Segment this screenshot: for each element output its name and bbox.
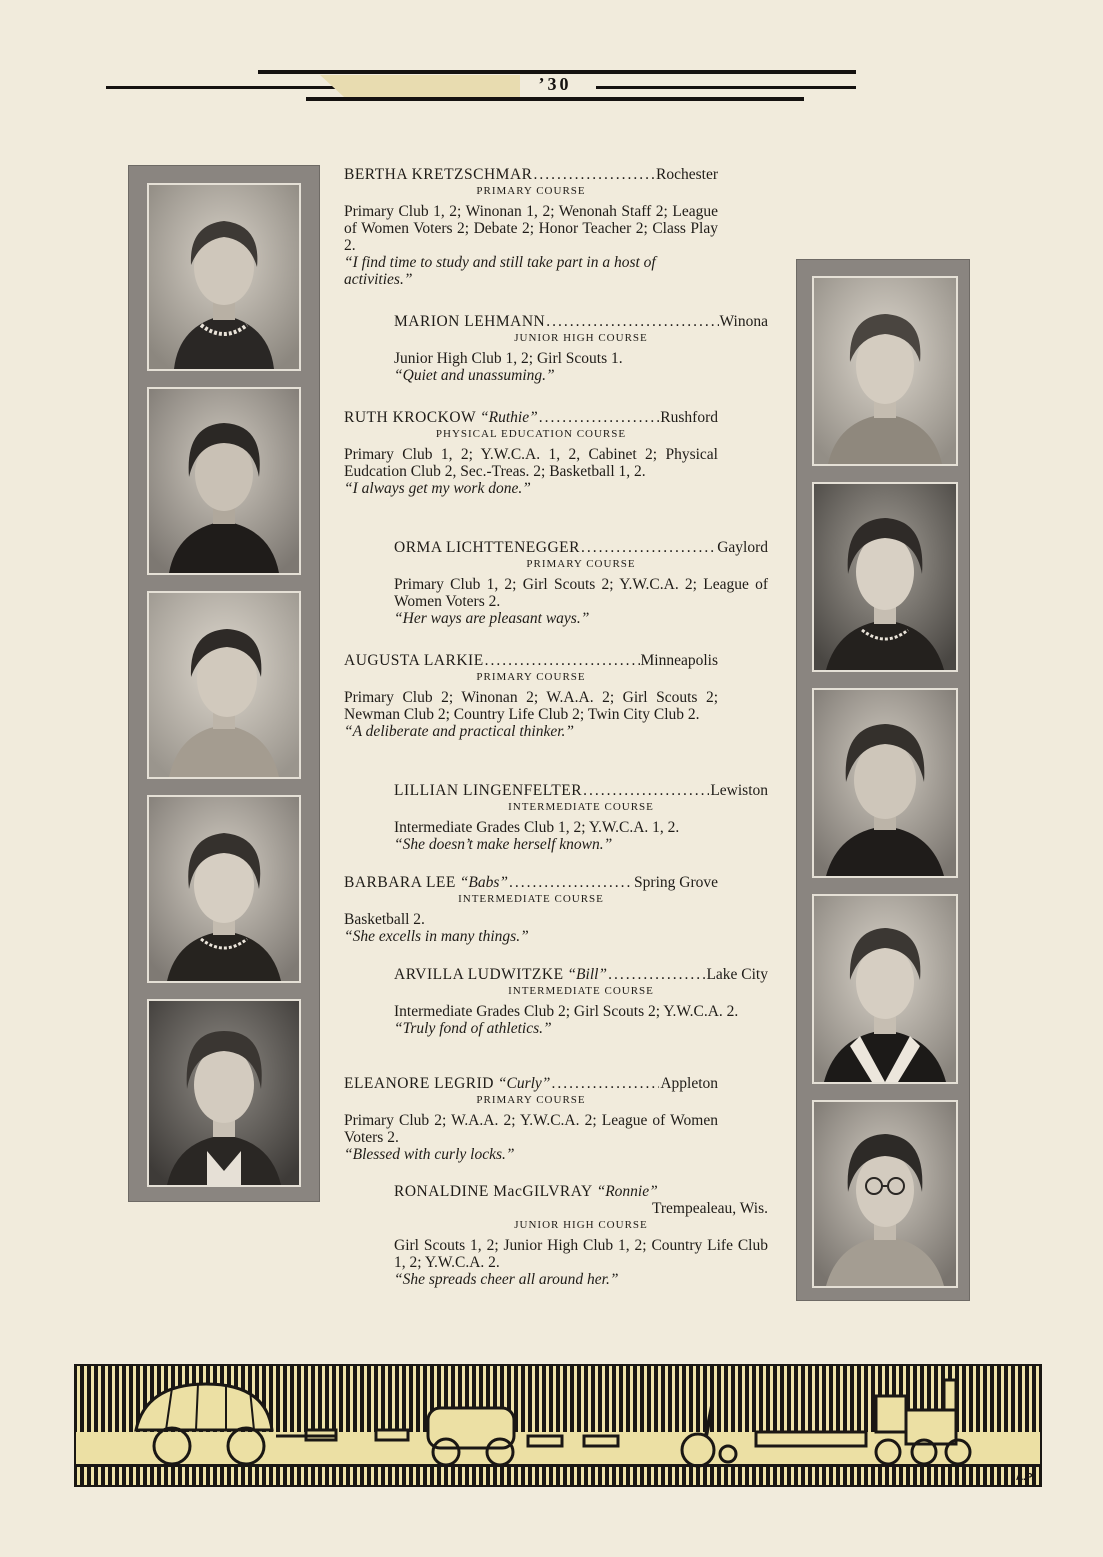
student-quote: “A deliberate and practical thinker.” — [344, 723, 575, 740]
activities-text: Primary Club 2; Winonan 2; W.A.A. 2; Girl Scouts 2; Newman Club 2; Country Life Club 2; Twin City Club 2. — [344, 689, 718, 723]
portrait-photo — [812, 894, 958, 1084]
hometown: Rochester — [656, 166, 718, 183]
page-year: ’30 — [520, 74, 590, 95]
hometown: Rushford — [660, 409, 718, 426]
activities-text: Intermediate Grades Club 1, 2; Y.W.C.A. 1, 2. — [394, 819, 680, 836]
activities-text: Basketball 2. — [344, 911, 425, 928]
student-nickname: “Ronnie” — [596, 1183, 658, 1200]
student-quote: “I always get my work done.” — [344, 480, 531, 497]
student-quote: “Blessed with curly locks.” — [344, 1146, 515, 1163]
course-name: JUNIOR HIGH COURSE — [514, 1219, 648, 1231]
dot-leader — [546, 313, 718, 330]
student-name: AUGUSTA LARKIE — [344, 652, 484, 669]
student-quote: “Her ways are pleasant ways.” — [394, 610, 590, 627]
name-line — [344, 1075, 718, 1092]
student-entry — [394, 782, 768, 853]
student-entry — [394, 1183, 768, 1288]
student-name: ELEANORE LEGRID — [344, 1075, 494, 1092]
student-name: RONALDINE MacGILVRAY — [394, 1183, 593, 1200]
hometown: Appleton — [660, 1075, 718, 1092]
portrait-photo — [812, 1100, 958, 1288]
course-name: PHYSICAL EDUCATION COURSE — [435, 428, 627, 440]
dot-leader — [581, 539, 716, 556]
name-line — [394, 1183, 768, 1200]
student-entry — [344, 1075, 718, 1163]
course-name: JUNIOR HIGH COURSE — [514, 332, 648, 344]
dot-leader — [509, 874, 633, 891]
student-name: ARVILLA LUDWITZKE — [394, 966, 564, 983]
pioneer-transport-banner — [74, 1364, 1042, 1487]
name-line — [344, 652, 718, 669]
artist-initials: A.P. — [1015, 1472, 1034, 1483]
header-rule-bottom — [306, 97, 804, 101]
course-name: INTERMEDIATE COURSE — [508, 985, 654, 997]
hometown: Winona — [719, 313, 768, 330]
name-line — [394, 313, 768, 330]
name-line — [394, 539, 768, 556]
student-name: RUTH KROCKOW — [344, 409, 477, 426]
student-quote: “She spreads cheer all around her.” — [394, 1271, 619, 1288]
activities-text: Primary Club 2; W.A.A. 2; Y.W.C.A. 2; League of Women Voters 2. — [344, 1112, 718, 1146]
student-nickname: “Curly” — [497, 1075, 551, 1092]
name-line — [344, 409, 718, 426]
header-ornament — [320, 75, 520, 97]
portrait-photo — [147, 999, 301, 1187]
course-name: INTERMEDIATE COURSE — [508, 801, 654, 813]
student-entry — [394, 966, 768, 1037]
student-entry — [344, 409, 718, 497]
student-name: BARBARA LEE — [344, 874, 456, 891]
dot-leader — [485, 652, 640, 669]
dot-leader — [534, 166, 656, 183]
name-line — [394, 966, 768, 983]
student-nickname: “Ruthie” — [480, 409, 538, 426]
student-nickname: “Bill” — [567, 966, 608, 983]
dot-leader — [539, 409, 660, 426]
portrait-photo — [812, 482, 958, 672]
student-quote: “She excells in many things.” — [344, 928, 529, 945]
course-name: INTERMEDIATE COURSE — [458, 893, 604, 905]
hometown: Lewiston — [710, 782, 768, 799]
activities-text: Junior High Club 1, 2; Girl Scouts 1. — [394, 350, 623, 367]
student-nickname: “Babs” — [459, 874, 508, 891]
portrait-photo — [147, 795, 301, 983]
student-quote: “Quiet and unassuming.” — [394, 367, 555, 384]
activities-text: Primary Club 1, 2; Girl Scouts 2; Y.W.C.A. 2; League of Women Voters 2. — [394, 576, 768, 610]
dot-leader — [608, 966, 705, 983]
page-header — [0, 0, 1103, 110]
hometown: Trempealeau, Wis. — [651, 1200, 768, 1217]
hometown: Gaylord — [717, 539, 768, 556]
portrait-photo — [147, 591, 301, 779]
student-entry — [344, 874, 718, 945]
portrait-photo — [147, 387, 301, 575]
student-entry — [344, 166, 718, 288]
activities-text: Girl Scouts 1, 2; Junior High Club 1, 2; Country Life Club 1, 2; Y.W.C.A. 2. — [394, 1237, 768, 1271]
student-quote: “Truly fond of athletics.” — [394, 1020, 552, 1037]
student-entry — [394, 313, 768, 384]
activities-text: Primary Club 1, 2; Y.W.C.A. 1, 2, Cabinet 2; Physical Eudcation Club 2, Sec.-Treas. 2; Basketball 1, 2. — [344, 446, 718, 480]
course-name: PRIMARY COURSE — [526, 558, 636, 570]
photo-strip-right — [796, 259, 970, 1301]
course-name: PRIMARY COURSE — [476, 185, 586, 197]
student-name: ORMA LICHTTENEGGER — [394, 539, 580, 556]
header-rule-right — [596, 86, 856, 89]
activities-text: Intermediate Grades Club 2; Girl Scouts 2; Y.W.C.A. 2. — [394, 1003, 739, 1020]
student-name: BERTHA KRETZSCHMAR — [344, 166, 533, 183]
name-line — [344, 874, 718, 891]
student-quote: “She doesn’t make herself known.” — [394, 836, 613, 853]
dot-leader — [583, 782, 709, 799]
student-entry — [394, 539, 768, 627]
portrait-photo — [812, 688, 958, 878]
name-line — [344, 166, 718, 183]
dot-leader — [551, 1075, 659, 1092]
student-quote: “I find time to study and still take part in a host of activities.” — [344, 254, 656, 288]
student-entry — [344, 652, 718, 740]
course-name: PRIMARY COURSE — [476, 1094, 586, 1106]
hometown: Spring Grove — [634, 874, 718, 891]
photo-strip-left — [128, 165, 320, 1202]
hometown: Lake City — [706, 966, 768, 983]
portrait-photo — [812, 276, 958, 466]
portrait-photo — [147, 183, 301, 371]
activities-text: Primary Club 1, 2; Winonan 1, 2; Wenonah Staff 2; League of Women Voters 2; Debate 2; Honor Teacher 2; Class Play 2. — [344, 203, 718, 254]
course-name: PRIMARY COURSE — [476, 671, 586, 683]
hometown: Minneapolis — [640, 652, 718, 669]
name-line — [394, 782, 768, 799]
student-name: LILLIAN LINGENFELTER — [394, 782, 583, 799]
student-name: MARION LEHMANN — [394, 313, 546, 330]
